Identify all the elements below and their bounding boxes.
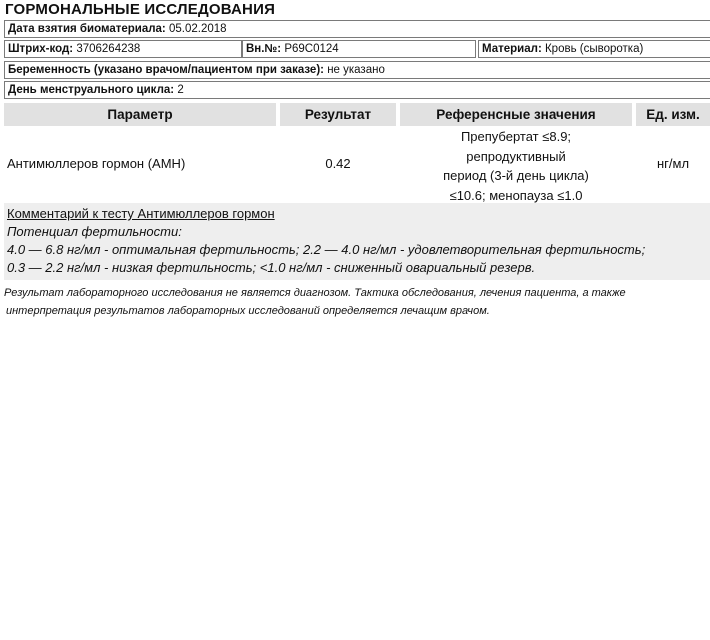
column-header-reference: Референсные значения xyxy=(400,103,632,126)
parameter-cell: Антимюллеров гормон (АМН) xyxy=(7,156,186,171)
material-field xyxy=(478,40,710,58)
barcode-label: Штрих-код: xyxy=(8,43,74,55)
cycle-day-row xyxy=(4,81,710,99)
barcode-field xyxy=(4,40,242,58)
collection-date-value: 05.02.2018 xyxy=(168,23,227,35)
pregnancy-value: не указано xyxy=(327,64,385,76)
result-cell: 0.42 xyxy=(325,156,351,171)
reference-line: репродуктивный xyxy=(466,148,566,164)
disclaimer-line: Результат лабораторного исследования не является диагнозом. Тактика обследования, лечения пациента, а также xyxy=(4,287,626,299)
comment-line: Потенциал фертильности: xyxy=(7,224,182,239)
internal-number-value: Р69С0124 xyxy=(284,43,339,55)
unit-cell: нг/мл xyxy=(656,156,690,171)
comment-line: 4.0 — 6.8 нг/мл - оптимальная фертильность; 2.2 — 4.0 нг/мл - удовлетворительная фертильность; xyxy=(7,242,646,257)
page-title: ГОРМОНАЛЬНЫЕ ИССЛЕДОВАНИЯ xyxy=(5,1,276,18)
comment-block xyxy=(4,203,710,280)
internal-number-label: Вн.№: xyxy=(246,43,282,55)
pregnancy-row xyxy=(4,61,710,79)
reference-line: Препубертат ≤8.9; xyxy=(460,129,572,144)
reference-cell xyxy=(400,127,632,205)
cycle-day-value: 2 xyxy=(177,84,184,96)
internal-number-field xyxy=(242,40,476,58)
comment-line: 0.3 — 2.2 нг/мл - низкая фертильность; <1.0 нг/мл - сниженный овариальный резерв. xyxy=(7,260,536,275)
material-label: Материал: xyxy=(482,43,542,55)
collection-date-row xyxy=(4,20,710,38)
column-header-result: Результат xyxy=(280,103,396,126)
column-header-unit: Ед. изм. xyxy=(636,103,710,126)
column-header-parameter: Параметр xyxy=(4,103,276,126)
barcode-value: 3706264238 xyxy=(76,43,141,55)
comment-title: Комментарий к тесту Антимюллеров гормон xyxy=(7,206,275,221)
reference-line: ≤10.6; менопауза ≤1.0 xyxy=(449,187,583,203)
collection-date-label: Дата взятия биоматериала: xyxy=(8,23,166,35)
pregnancy-label: Беременность (указано врачом/пациентом при заказе): xyxy=(8,64,324,76)
material-value: Кровь (сыворотка) xyxy=(544,43,644,55)
disclaimer-line: интерпретация результатов лабораторных исследований определяется лечащим врачом. xyxy=(6,305,490,317)
cycle-day-label: День менструального цикла: xyxy=(8,84,175,96)
reference-line: период (3-й день цикла) xyxy=(443,168,589,183)
